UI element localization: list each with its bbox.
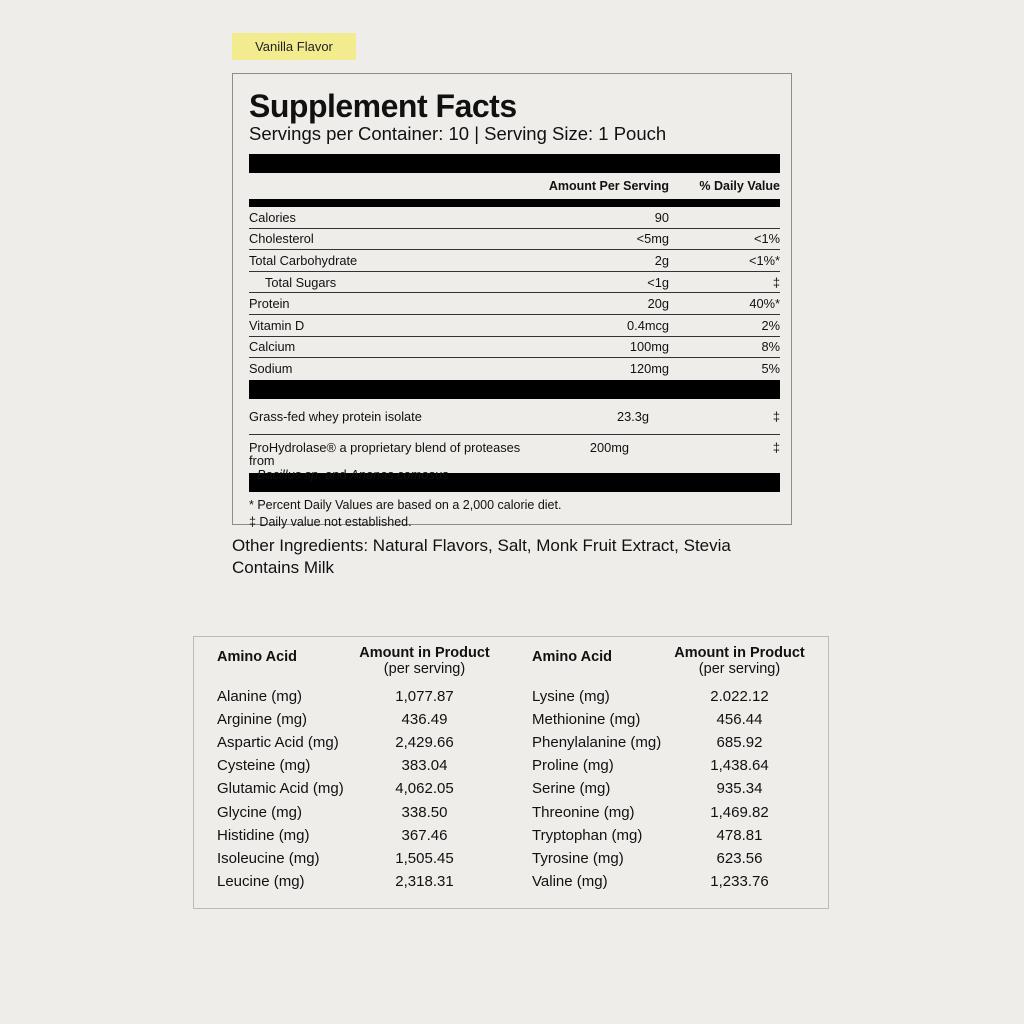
amino-row: Cysteine (mg) 383.04 bbox=[217, 757, 448, 775]
amino-row: Phenylalanine (mg) 685.92 bbox=[532, 734, 763, 752]
amino-row: Aspartic Acid (mg) 2,429.66 bbox=[217, 734, 454, 752]
ingredient-row: Grass-fed whey protein isolate 23.3g ‡ bbox=[249, 399, 780, 435]
nutrient-row: Total Sugars <1g ‡ bbox=[249, 272, 780, 294]
divider-bar bbox=[249, 380, 780, 399]
facts-title: Supplement Facts bbox=[249, 88, 517, 124]
nutrient-row: Sodium 120mg 5% bbox=[249, 361, 780, 377]
ingredient-row: ProHydrolase® a proprietary blend of proteases from Bacillus sp. and Ananas comosus 200mg ‡ bbox=[249, 439, 780, 482]
amino-header: Amino Acid Amount in Product (per serving) bbox=[532, 645, 805, 677]
amino-row: Arginine (mg) 436.49 bbox=[217, 711, 448, 729]
amino-row: Serine (mg) 935.34 bbox=[532, 780, 763, 798]
amino-row: Proline (mg) 1,438.64 bbox=[532, 757, 769, 775]
nutrient-row: Cholesterol <5mg <1% bbox=[249, 229, 780, 251]
amino-column-right bbox=[532, 645, 832, 893]
amino-row: Methionine (mg) 456.44 bbox=[532, 711, 763, 729]
amino-row: Leucine (mg) 2,318.31 bbox=[217, 872, 454, 890]
amino-row: Lysine (mg) 2.022.12 bbox=[532, 688, 769, 706]
other-ingredients bbox=[232, 535, 832, 579]
amount-per-serving-header: Amount Per Serving bbox=[548, 179, 669, 193]
nutrient-row: Protein 20g 40%* bbox=[249, 293, 780, 315]
amino-row: Glycine (mg) 338.50 bbox=[217, 803, 448, 821]
amino-row: Valine (mg) 1,233.76 bbox=[532, 872, 769, 890]
amino-row: Alanine (mg) 1,077.87 bbox=[217, 688, 454, 706]
amino-row: Tyrosine (mg) 623.56 bbox=[532, 849, 763, 867]
supplement-facts-panel bbox=[232, 73, 792, 529]
daily-value-header: % Daily Value bbox=[699, 179, 780, 193]
facts-header-row bbox=[249, 173, 780, 199]
amino-row: Histidine (mg) 367.46 bbox=[217, 826, 448, 844]
flavor-badge: Vanilla Flavor bbox=[232, 33, 356, 60]
other-ingredients-list: Other Ingredients: Natural Flavors, Salt, Monk Fruit Extract, Stevia bbox=[232, 536, 731, 555]
nutrient-row: Vitamin D 0.4mcg 2% bbox=[249, 315, 780, 337]
amino-header: Amino Acid Amount in Product (per serving) bbox=[217, 645, 490, 677]
allergen-statement: Contains Milk bbox=[232, 558, 335, 577]
nutrient-row: Calories 90 bbox=[249, 207, 780, 229]
footnote-daily-values: * Percent Daily Values are based on a 2,000 calorie diet. bbox=[249, 497, 562, 512]
amino-acid-table bbox=[193, 636, 829, 909]
footnote-not-established: ‡ Daily value not established. bbox=[249, 514, 412, 529]
amino-row: Glutamic Acid (mg) 4,062.05 bbox=[217, 780, 454, 798]
amino-row: Threonine (mg) 1,469.82 bbox=[532, 803, 769, 821]
footnotes bbox=[249, 497, 780, 531]
nutrient-row: Total Carbohydrate 2g <1%* bbox=[249, 250, 780, 272]
amino-row: Isoleucine (mg) 1,505.45 bbox=[217, 849, 454, 867]
servings-info: Servings per Container: 10 | Serving Size: 1 Pouch bbox=[249, 123, 667, 144]
amino-row: Tryptophan (mg) 478.81 bbox=[532, 826, 763, 844]
thick-rule bbox=[249, 199, 780, 207]
divider-bar bbox=[249, 154, 780, 173]
nutrient-row: Calcium 100mg 8% bbox=[249, 337, 780, 359]
amino-column-left bbox=[217, 645, 517, 893]
